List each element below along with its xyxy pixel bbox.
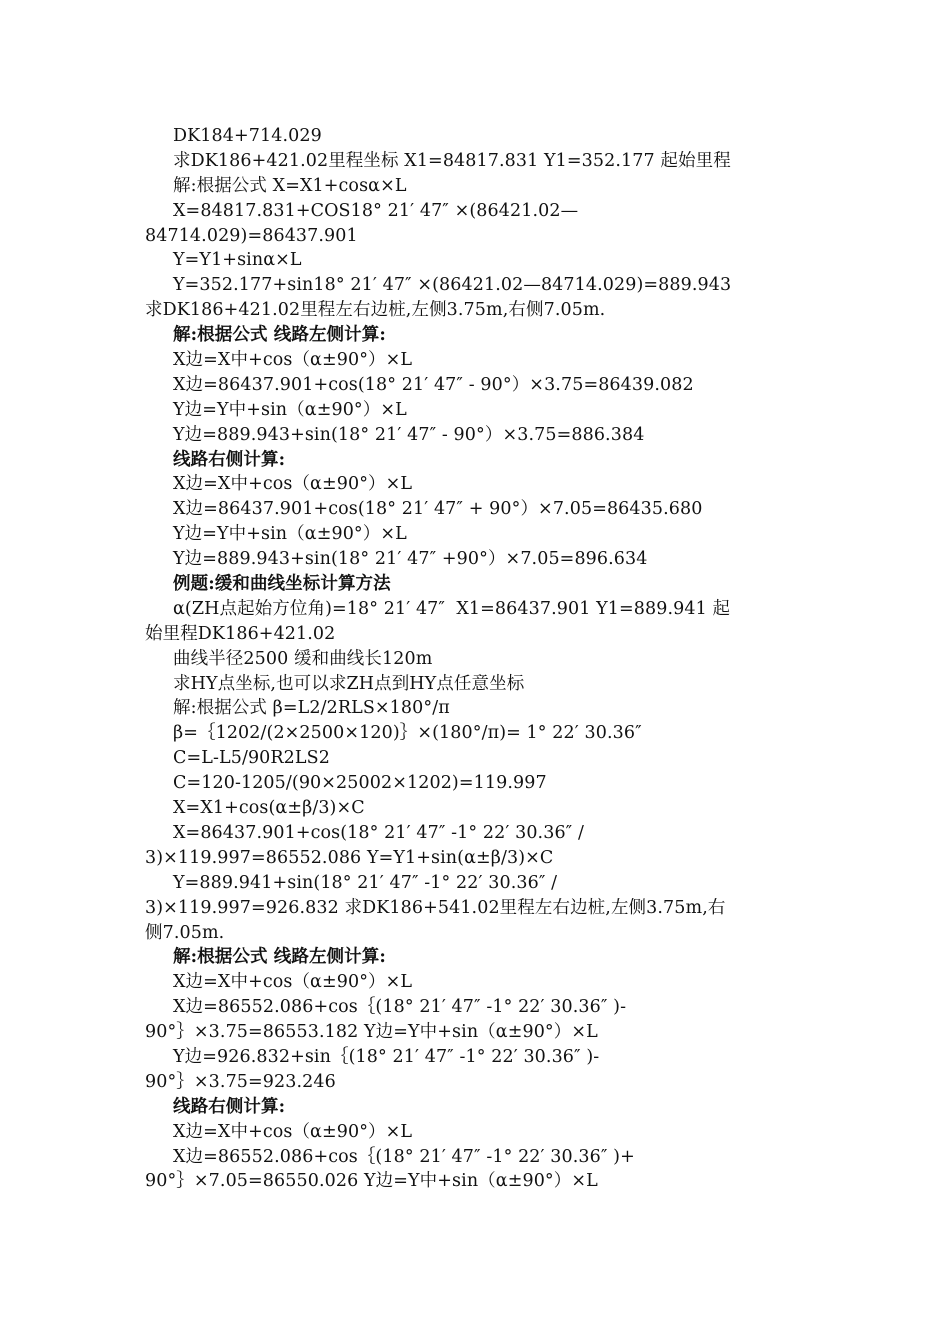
- text-line: DK184+714.029: [173, 126, 322, 146]
- text-line: C=120-1205/(90×25002×1202)=119.997: [173, 773, 547, 794]
- text-line: 求DK186+421.02里程左右边桩,左侧3.75m,右侧7.05m.: [145, 300, 606, 321]
- text-line: X边=86437.901+cos(18° 21′ 47″ - 90°）×3.75=86439.082: [173, 374, 694, 395]
- section-heading: 解:根据公式 线路左侧计算:: [173, 325, 386, 346]
- text-line: 解:根据公式 X=X1+cosα×L: [173, 175, 407, 196]
- text-line: 90°｝×7.05=86550.026 Y边=Y中+sin（α±90°）×L: [145, 1171, 598, 1192]
- text-line: X边=X中+cos（α±90°）×L: [173, 972, 413, 993]
- text-line: 求DK186+421.02里程坐标 X1=84817.831 Y1=352.177 起始里程: [173, 150, 731, 171]
- text-line: Y边=889.943+sin(18° 21′ 47″ +90°）×7.05=896.634: [173, 549, 648, 570]
- text-line: 侧7.05m.: [145, 922, 225, 943]
- text-line: 90°｝×3.75=923.246: [145, 1071, 336, 1092]
- text-line: 3)×119.997=926.832 求DK186+541.02里程左右边桩,左侧3.75m,右: [145, 897, 726, 918]
- text-line: Y=Y1+sinα×L: [173, 250, 302, 271]
- text-line: 解:根据公式 β=L2/2RLS×180°/π: [173, 698, 450, 719]
- section-heading: 线路右侧计算:: [173, 449, 286, 470]
- text-line: 84714.029)=86437.901: [145, 225, 358, 246]
- text-line: 3)×119.997=86552.086 Y=Y1+sin(α±β/3)×C: [145, 847, 554, 868]
- document-body: [145, 124, 810, 1194]
- text-line: Y边=926.832+sin｛(18° 21′ 47″ -1° 22′ 30.36″ )-: [173, 1046, 600, 1067]
- text-line: C=L-L5/90R2LS2: [173, 748, 330, 769]
- text-line: X边=86552.086+cos｛(18° 21′ 47″ -1° 22′ 30.36″ )-: [173, 997, 627, 1018]
- text-line: Y边=889.943+sin(18° 21′ 47″ - 90°）×3.75=886.384: [173, 424, 645, 445]
- text-line: 求HY点坐标,也可以求ZH点到HY点任意坐标: [173, 673, 525, 694]
- text-line: 曲线半径2500 缓和曲线长120m: [173, 648, 433, 669]
- section-heading: 线路右侧计算:: [173, 1096, 286, 1117]
- text-line: X边=X中+cos（α±90°）×L: [173, 1121, 413, 1142]
- text-line: X边=X中+cos（α±90°）×L: [173, 474, 413, 495]
- text-line: 90°｝×3.75=86553.182 Y边=Y中+sin（α±90°）×L: [145, 1022, 598, 1043]
- text-line: Y=352.177+sin18° 21′ 47″ ×(86421.02—84714.029)=889.943: [173, 275, 732, 296]
- text-line: Y边=Y中+sin（α±90°）×L: [173, 524, 407, 545]
- text-line: X边=86437.901+cos(18° 21′ 47″ + 90°）×7.05=86435.680: [173, 499, 703, 520]
- text-line: X边=86552.086+cos｛(18° 21′ 47″ -1° 22′ 30.36″ )+: [173, 1146, 635, 1167]
- text-line: X=84817.831+COS18° 21′ 47″ ×(86421.02—: [173, 200, 579, 221]
- text-line: X=X1+cos(α±β/3)×C: [173, 798, 365, 819]
- text-line: Y=889.941+sin(18° 21′ 47″ -1° 22′ 30.36″ /: [173, 872, 558, 893]
- section-heading: 例题:缓和曲线坐标计算方法: [173, 574, 391, 595]
- text-line: α(ZH点起始方位角)=18° 21′ 47″ X1=86437.901 Y1=889.941 起: [173, 598, 731, 619]
- text-line: Y边=Y中+sin（α±90°）×L: [173, 399, 407, 420]
- text-line: X边=X中+cos（α±90°）×L: [173, 350, 413, 371]
- text-line: 始里程DK186+421.02: [145, 623, 336, 644]
- text-line: β=｛1202/(2×2500×120)｝×(180°/π)= 1° 22′ 30.36″: [173, 723, 642, 744]
- section-heading: 解:根据公式 线路左侧计算:: [173, 947, 386, 968]
- text-line: X=86437.901+cos(18° 21′ 47″ -1° 22′ 30.36″ /: [173, 822, 584, 843]
